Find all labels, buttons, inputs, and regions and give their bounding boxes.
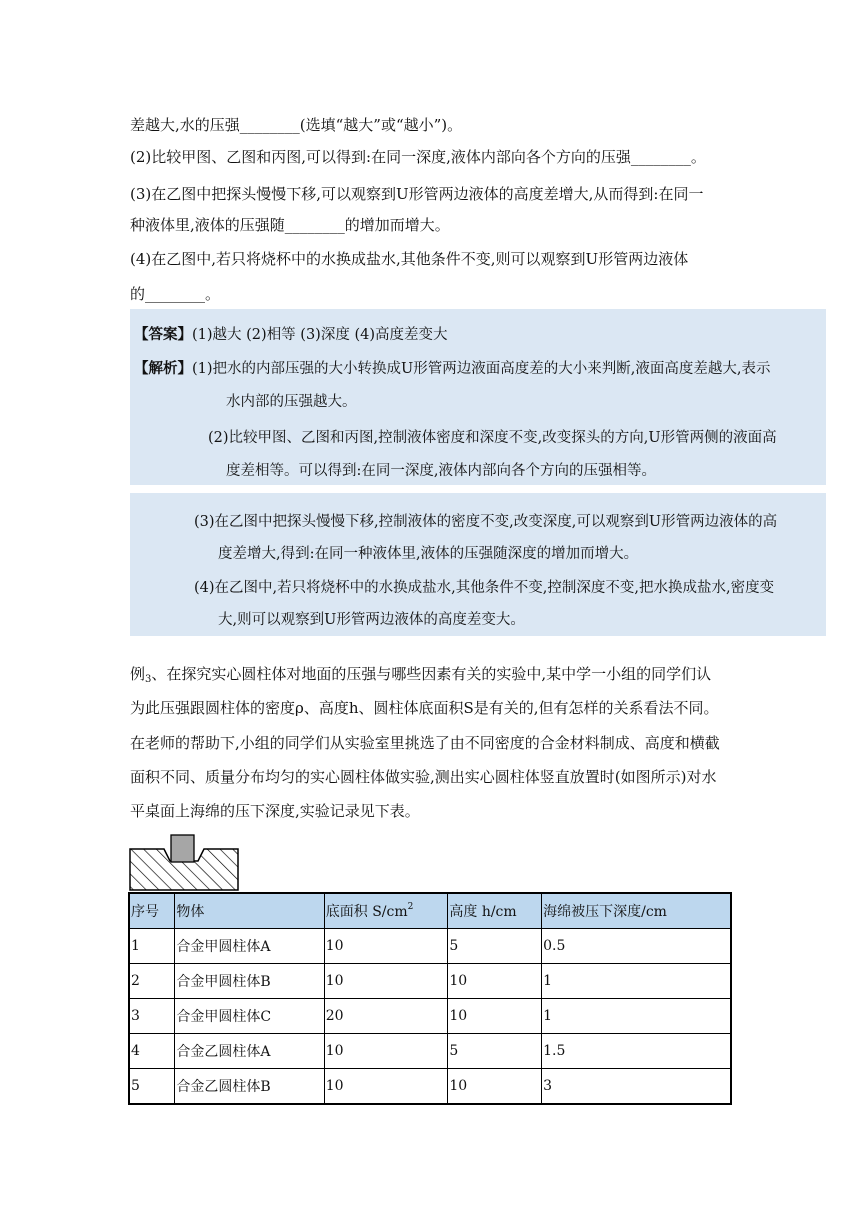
analysis-line-1: (1)把水的内部压强的大小转换成U形管两边液面高度差的大小来判断,液面高度差越大,表示 (192, 361, 771, 377)
analysis-line-6: 度差增大,得到:在同一种液体里,液体的压强随深度的增加而增大。 (218, 546, 639, 562)
sponge-cylinder-figure (128, 834, 240, 892)
cell: 10 (324, 929, 448, 964)
example-line-2: 为此压强跟圆柱体的密度ρ、高度h、圆柱体底面积S是有关的,但有怎样的关系看法不同。 (130, 699, 719, 717)
header-height: 高度 h/cm (448, 893, 542, 929)
analysis-line-3: (2)比较甲图、乙图和丙图,控制液体密度和深度不变,改变探头的方向,U形管两侧的液面高 (208, 430, 777, 446)
header-object: 物体 (175, 893, 324, 929)
analysis-line-8: 大,则可以观察到U形管两边液体的高度差变大。 (218, 612, 525, 628)
header-index: 序号 (129, 893, 175, 929)
cell: 10 (324, 964, 448, 999)
cell: 1 (542, 999, 731, 1034)
cell: 1.5 (542, 1034, 731, 1069)
table-row (129, 929, 731, 964)
header-depth: 海绵被压下深度/cm (542, 893, 731, 929)
table-row (129, 1069, 731, 1105)
cylinder-shape (171, 835, 194, 862)
analysis-box-continued (130, 493, 826, 636)
cell: 合金甲圆柱体A (175, 929, 324, 964)
table-row (129, 1034, 731, 1069)
cell: 合金乙圆柱体A (175, 1034, 324, 1069)
cell: 10 (448, 1069, 542, 1105)
cell: 0.5 (542, 929, 731, 964)
question-line-1: 差越大,水的压强________(选填“越大”或“越小”)。 (130, 116, 463, 134)
cell: 10 (324, 1034, 448, 1069)
cell: 合金甲圆柱体B (175, 964, 324, 999)
example-line-5: 平桌面上海绵的压下深度,实验记录见下表。 (130, 802, 420, 820)
experiment-table (128, 892, 732, 1105)
cell: 1 (542, 964, 731, 999)
header-area: 底面积 $S/cm^2$ (324, 893, 448, 929)
cell: 3 (542, 1069, 731, 1105)
question-line-4: 种液体里,液体的压强随________的增加而增大。 (130, 216, 450, 234)
answer-text: (1)越大 (2)相等 (3)深度 (4)高度差变大 (192, 327, 448, 343)
cell: 20 (324, 999, 448, 1034)
cell: 5 (448, 1034, 542, 1069)
answer-row (134, 323, 447, 344)
cell: 10 (448, 964, 542, 999)
analysis-line-4: 度差相等。可以得到:在同一深度,液体内部向各个方向的压强相等。 (226, 463, 656, 479)
example-line-3: 在老师的帮助下,小组的同学们从实验室里挑选了由不同密度的合金材料制成、高度和横截 (130, 734, 720, 752)
example-number: 3 (145, 674, 152, 685)
cell: 5 (448, 929, 542, 964)
answer-box (130, 309, 826, 485)
example-line-4: 面积不同、质量分布均匀的实心圆柱体做实验,测出实心圆柱体竖直放置时(如图所示)对水 (130, 768, 717, 786)
analysis-label: 【解析】 (134, 360, 192, 377)
table-header-row (129, 893, 731, 929)
cell: 1 (129, 929, 175, 964)
cell: 合金乙圆柱体B (175, 1069, 324, 1105)
analysis-line-5: (3)在乙图中把探头慢慢下移,控制液体的密度不变,改变深度,可以观察到U形管两边液体的高 (194, 514, 778, 530)
analysis-row-1 (134, 357, 770, 378)
example-line-1 (130, 663, 711, 685)
question-line-3: (3)在乙图中把探头慢慢下移,可以观察到U形管两边液体的高度差增大,从而得到:在同一 (130, 185, 704, 203)
question-line-6: 的________。 (130, 285, 221, 303)
table-row (129, 964, 731, 999)
analysis-line-2: 水内部的压强越大。 (226, 394, 357, 410)
cell: 3 (129, 999, 175, 1034)
question-line-5: (4)在乙图中,若只将烧杯中的水换成盐水,其他条件不变,则可以观察到U形管两边液体 (130, 250, 689, 268)
cell: 5 (129, 1069, 175, 1105)
cell: 2 (129, 964, 175, 999)
example-prefix: 例 (130, 665, 146, 683)
cell: 10 (448, 999, 542, 1034)
question-line-2: (2)比较甲图、乙图和丙图,可以得到:在同一深度,液体内部向各个方向的压强________。 (130, 148, 706, 166)
cell: 合金甲圆柱体C (175, 999, 324, 1034)
answer-label: 【答案】 (134, 326, 192, 343)
analysis-line-7: (4)在乙图中,若只将烧杯中的水换成盐水,其他条件不变,控制深度不变,把水换成盐水,密度变 (194, 580, 775, 596)
cell: 4 (129, 1034, 175, 1069)
example-text-1: 、在探究实心圆柱体对地面的压强与哪些因素有关的实验中,某中学一小组的同学们认 (151, 665, 712, 683)
cell: 10 (324, 1069, 448, 1105)
table-row (129, 999, 731, 1034)
